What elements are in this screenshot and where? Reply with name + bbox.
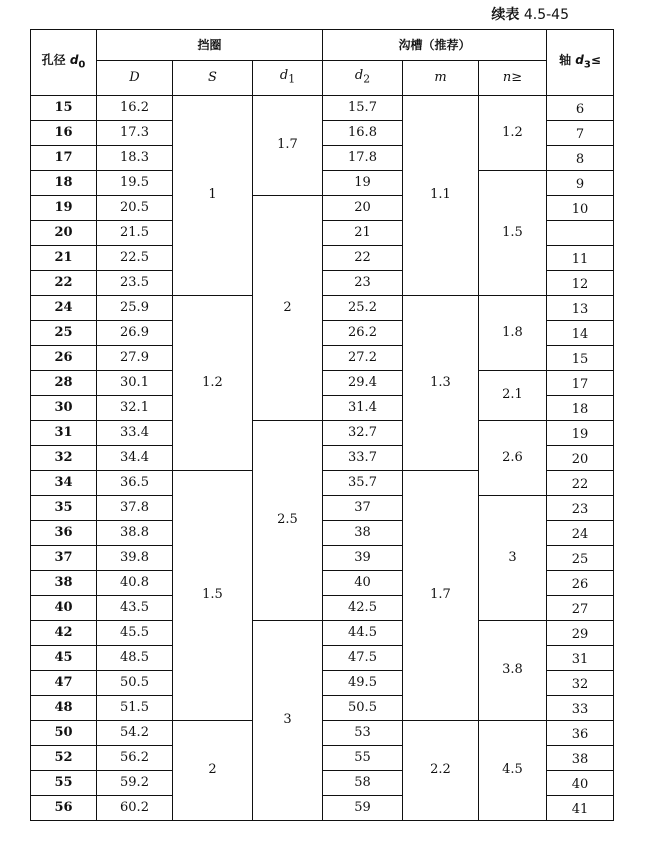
cell-d2: 21 (323, 220, 403, 245)
cell-bore: 19 (31, 195, 97, 220)
cell-shaft: 29 (547, 620, 614, 645)
table-caption (491, 4, 569, 24)
cell-shaft (547, 220, 614, 245)
cell-D: 37.8 (97, 495, 173, 520)
header-row-1 (31, 30, 614, 61)
cell-D: 33.4 (97, 420, 173, 445)
table-row (31, 495, 614, 520)
cell-D: 60.2 (97, 795, 173, 820)
header-ring-group: 挡圈 (97, 30, 323, 61)
cell-bore: 35 (31, 495, 97, 520)
cell-shaft: 27 (547, 595, 614, 620)
header-row-2 (31, 61, 614, 96)
cell-d2: 44.5 (323, 620, 403, 645)
cell-D: 56.2 (97, 745, 173, 770)
cell-bore: 50 (31, 720, 97, 745)
cell-n: 1.5 (479, 170, 547, 295)
retaining-ring-table (30, 29, 614, 821)
cell-D: 36.5 (97, 470, 173, 495)
table-row (31, 420, 614, 445)
cell-shaft: 12 (547, 270, 614, 295)
cell-shaft: 40 (547, 770, 614, 795)
cell-n: 2.1 (479, 370, 547, 420)
cell-bore: 26 (31, 345, 97, 370)
cell-shaft: 14 (547, 320, 614, 345)
cell-d1: 3 (253, 620, 323, 820)
cell-bore: 16 (31, 120, 97, 145)
cell-d2: 42.5 (323, 595, 403, 620)
cell-bore: 32 (31, 445, 97, 470)
cell-shaft: 32 (547, 670, 614, 695)
cell-n: 1.8 (479, 295, 547, 370)
cell-D: 43.5 (97, 595, 173, 620)
cell-d2: 26.2 (323, 320, 403, 345)
cell-D: 16.2 (97, 95, 173, 120)
cell-d2: 22 (323, 245, 403, 270)
cell-bore: 20 (31, 220, 97, 245)
cell-shaft: 17 (547, 370, 614, 395)
cell-shaft: 8 (547, 145, 614, 170)
cell-D: 50.5 (97, 670, 173, 695)
cell-bore: 52 (31, 745, 97, 770)
cell-shaft: 23 (547, 495, 614, 520)
cell-shaft: 25 (547, 545, 614, 570)
cell-d2: 29.4 (323, 370, 403, 395)
cell-d2: 33.7 (323, 445, 403, 470)
cell-d2: 40 (323, 570, 403, 595)
header-groove-group: 沟槽（推荐） (323, 30, 547, 61)
cell-bore: 15 (31, 95, 97, 120)
cell-d1: 1.7 (253, 95, 323, 195)
cell-shaft: 7 (547, 120, 614, 145)
cell-d1: 2 (253, 195, 323, 420)
cell-d2: 32.7 (323, 420, 403, 445)
cell-d2: 59 (323, 795, 403, 820)
header-D: D (97, 61, 173, 96)
cell-d2: 15.7 (323, 95, 403, 120)
cell-d2: 37 (323, 495, 403, 520)
cell-shaft: 38 (547, 745, 614, 770)
cell-D: 38.8 (97, 520, 173, 545)
cell-bore: 45 (31, 645, 97, 670)
cell-d2: 39 (323, 545, 403, 570)
cell-d2: 55 (323, 745, 403, 770)
table-body (31, 95, 614, 820)
cell-d2: 53 (323, 720, 403, 745)
cell-D: 21.5 (97, 220, 173, 245)
table-row (31, 720, 614, 745)
cell-d2: 27.2 (323, 345, 403, 370)
cell-D: 17.3 (97, 120, 173, 145)
cell-shaft: 26 (547, 570, 614, 595)
cell-bore: 42 (31, 620, 97, 645)
cell-n: 2.6 (479, 420, 547, 495)
cell-shaft: 15 (547, 345, 614, 370)
caption-prefix: 续表 (491, 7, 520, 23)
cell-bore: 25 (31, 320, 97, 345)
cell-bore: 21 (31, 245, 97, 270)
cell-m: 1.7 (403, 470, 479, 720)
cell-d2: 19 (323, 170, 403, 195)
header-m: m (403, 61, 479, 96)
cell-D: 48.5 (97, 645, 173, 670)
cell-d2: 20 (323, 195, 403, 220)
cell-D: 32.1 (97, 395, 173, 420)
cell-shaft: 33 (547, 695, 614, 720)
cell-shaft: 18 (547, 395, 614, 420)
cell-D: 26.9 (97, 320, 173, 345)
cell-S: 1 (173, 95, 253, 295)
cell-shaft: 6 (547, 95, 614, 120)
table-row (31, 370, 614, 395)
cell-d2: 47.5 (323, 645, 403, 670)
cell-bore: 24 (31, 295, 97, 320)
cell-d2: 31.4 (323, 395, 403, 420)
header-d2: $d_2$ (323, 61, 403, 96)
cell-d2: 49.5 (323, 670, 403, 695)
cell-shaft: 13 (547, 295, 614, 320)
cell-d2: 25.2 (323, 295, 403, 320)
cell-bore: 34 (31, 470, 97, 495)
cell-d2: 58 (323, 770, 403, 795)
cell-S: 1.2 (173, 295, 253, 470)
cell-D: 18.3 (97, 145, 173, 170)
cell-D: 45.5 (97, 620, 173, 645)
header-n: n≥ (479, 61, 547, 96)
cell-bore: 47 (31, 670, 97, 695)
cell-D: 30.1 (97, 370, 173, 395)
header-shaft: 轴 $d_3\le$ (547, 30, 614, 96)
cell-bore: 40 (31, 595, 97, 620)
cell-bore: 55 (31, 770, 97, 795)
cell-bore: 37 (31, 545, 97, 570)
cell-D: 34.4 (97, 445, 173, 470)
cell-bore: 17 (31, 145, 97, 170)
cell-bore: 28 (31, 370, 97, 395)
cell-shaft: 20 (547, 445, 614, 470)
cell-D: 27.9 (97, 345, 173, 370)
cell-n: 3.8 (479, 620, 547, 720)
cell-shaft: 31 (547, 645, 614, 670)
cell-D: 39.8 (97, 545, 173, 570)
cell-shaft: 24 (547, 520, 614, 545)
cell-m: 2.2 (403, 720, 479, 820)
cell-d2: 35.7 (323, 470, 403, 495)
cell-bore: 31 (31, 420, 97, 445)
cell-shaft: 41 (547, 795, 614, 820)
cell-D: 19.5 (97, 170, 173, 195)
cell-shaft: 19 (547, 420, 614, 445)
table-row (31, 170, 614, 195)
cell-D: 51.5 (97, 695, 173, 720)
cell-d2: 17.8 (323, 145, 403, 170)
cell-bore: 56 (31, 795, 97, 820)
cell-D: 59.2 (97, 770, 173, 795)
cell-D: 25.9 (97, 295, 173, 320)
cell-bore: 30 (31, 395, 97, 420)
cell-D: 22.5 (97, 245, 173, 270)
cell-d2: 50.5 (323, 695, 403, 720)
caption-number: 4.5-45 (523, 7, 569, 23)
cell-bore: 22 (31, 270, 97, 295)
cell-S: 2 (173, 720, 253, 820)
cell-d2: 16.8 (323, 120, 403, 145)
cell-d1: 2.5 (253, 420, 323, 620)
header-S: S (173, 61, 253, 96)
cell-m: 1.3 (403, 295, 479, 470)
cell-bore: 48 (31, 695, 97, 720)
cell-m: 1.1 (403, 95, 479, 295)
cell-shaft: 11 (547, 245, 614, 270)
cell-shaft: 10 (547, 195, 614, 220)
cell-shaft: 9 (547, 170, 614, 195)
cell-shaft: 22 (547, 470, 614, 495)
cell-D: 20.5 (97, 195, 173, 220)
header-d1: $d_1$ (253, 61, 323, 96)
cell-n: 3 (479, 495, 547, 620)
cell-bore: 18 (31, 170, 97, 195)
cell-S: 1.5 (173, 470, 253, 720)
cell-D: 54.2 (97, 720, 173, 745)
header-bore: 孔径 $d_0$ (31, 30, 97, 96)
cell-shaft: 36 (547, 720, 614, 745)
cell-n: 4.5 (479, 720, 547, 820)
cell-d2: 38 (323, 520, 403, 545)
cell-D: 23.5 (97, 270, 173, 295)
cell-bore: 36 (31, 520, 97, 545)
cell-n: 1.2 (479, 95, 547, 170)
table-row (31, 620, 614, 645)
table-row (31, 95, 614, 120)
cell-bore: 38 (31, 570, 97, 595)
table-row (31, 295, 614, 320)
cell-D: 40.8 (97, 570, 173, 595)
cell-d2: 23 (323, 270, 403, 295)
